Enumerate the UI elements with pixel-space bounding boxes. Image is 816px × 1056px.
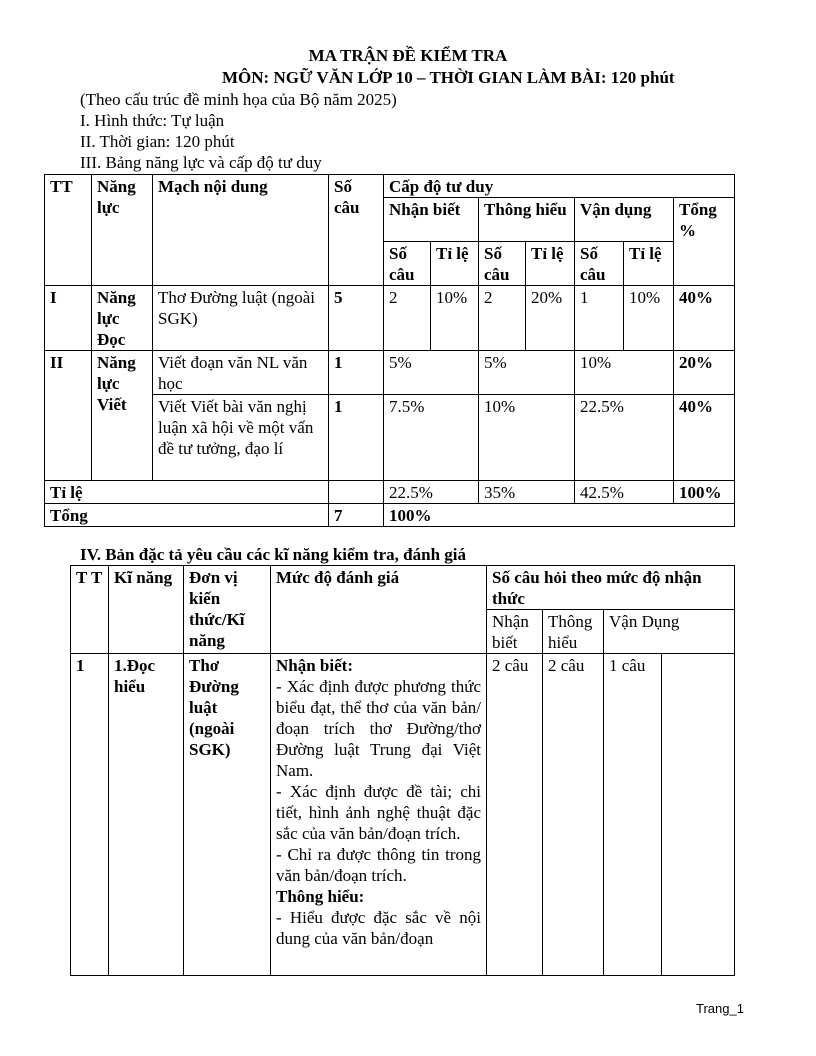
section-time: II. Thời gian: 120 phút [80,132,235,151]
doc-subtitle: MÔN: NGỮ VĂN LỚP 10 – THỜI GIAN LÀM BÀI: 120 phút [222,68,675,87]
header-ki-nang: Kĩ năng [109,566,184,654]
header-tong-percent: Tổng % [674,198,735,286]
section-4-heading: IV. Bản đặc tả yêu cầu các kĩ năng kiểm tra, đánh giá [80,545,467,564]
header-van-dung: Vận dụng [575,198,674,242]
nhan-biet-item: - Xác định được đề tài; chi tiết, hình ảnh nghệ thuật đặc sắc của văn bản/đoạn trích. [276,782,481,843]
doc-note: (Theo cấu trúc đề minh họa của Bộ năm 2025) [80,90,397,109]
table-row [71,654,735,976]
cell-vd: 22.5% [575,395,674,481]
header-so-cau-th: Số câu [479,242,526,286]
nhan-biet-item: - Chỉ ra được thông tin trong văn bản/đoạn trích. [276,845,481,885]
header-nhan-biet: Nhận biết [487,610,543,654]
thong-hieu-title: Thông hiểu: [276,887,365,906]
cell-ti-le-label: Tỉ lệ [45,481,329,504]
page-number: Trang_1 [696,1001,744,1016]
cell-nb-ti-le: 10% [431,286,479,351]
cell-nang-luc: Năng lực Đọc [92,286,153,351]
header-mach-noi-dung: Mạch nội dung [153,175,329,286]
cell-vd-ti-le: 10% [624,286,674,351]
cell-th-cau: 2 [479,286,526,351]
cell-nb-cau: 2 [384,286,431,351]
cell-tt: I [45,286,92,351]
cell-so-cau: 5 [329,286,384,351]
cell-tong: 20% [674,351,735,395]
cell-muc-do [271,654,487,976]
header-tt: TT [45,175,92,286]
doc-title: MA TRẬN ĐỀ KIỂM TRA [308,46,508,65]
cell-empty [329,481,384,504]
header-van-dung: Vận Dụng [604,610,735,654]
cell-mach: Thơ Đường luật (ngoài SGK) [153,286,329,351]
table-row-tong [45,504,735,527]
cell-tong-value: 100% [384,504,735,527]
cell-th: 35% [479,481,575,504]
header-so-cau: Số câu [329,175,384,286]
section-form: I. Hình thức: Tự luận [80,111,225,130]
cell-tt: 1 [71,654,109,976]
cell-tong-label: Tổng [45,504,329,527]
cell-tong: 40% [674,286,735,351]
cell-th-ti-le: 20% [526,286,575,351]
thong-hieu-item: - Hiểu được đặc sắc về nội dung của văn bản/đoạn [276,908,481,948]
cell-vd: 10% [575,351,674,395]
header-nhan-biet: Nhận biết [384,198,479,242]
cell-ki-nang: 1.Đọc hiểu [109,654,184,976]
table-row-ti-le [45,481,735,504]
cell-tt: II [45,351,92,481]
cell-so-cau: 1 [329,395,384,481]
header-don-vi: Đơn vị kiến thức/Kĩ năng [184,566,271,654]
header-thong-hieu: Thông hiểu [543,610,604,654]
cell-nb: 5% [384,351,479,395]
cell-nb: 7.5% [384,395,479,481]
cell-vd-cau: 1 [575,286,624,351]
cell-nb-count: 2 câu [487,654,543,976]
cell-vd-count: 1 câu [604,654,662,976]
header-tt: T T [71,566,109,654]
section-table-heading: III. Bảng năng lực và cấp độ tư duy [80,153,322,172]
cell-mach: Viết đoạn văn NL văn học [153,351,329,395]
cell-nang-luc: Năng lực Viết [92,351,153,481]
header-muc-do: Mức độ đánh giá [271,566,487,654]
header-nang-luc: Năng lực [92,175,153,286]
cell-th: 10% [479,395,575,481]
cell-mach: Viết Viết bài văn nghị luận xã hội về một vấn đề tư tưởng, đạo lí [153,395,329,481]
cell-tong: 40% [674,395,735,481]
cell-vd: 42.5% [575,481,674,504]
cell-th-count: 2 câu [543,654,604,976]
header-so-cau-nb: Số câu [384,242,431,286]
header-cap-do-tu-duy: Cấp độ tư duy [384,175,735,198]
ability-matrix-table [44,174,735,527]
table-row [45,286,735,351]
cell-th: 5% [479,351,575,395]
cell-nb: 22.5% [384,481,479,504]
header-ti-le-vd: Tỉ lệ [624,242,674,286]
specification-table [70,565,735,976]
header-ti-le-nb: Tỉ lệ [431,242,479,286]
nhan-biet-item: - Xác định được phương thức biểu đạt, thể thơ của văn bản/đoạn trích thơ Đường/thơ Đường luật Trung đại Việt Nam. [276,677,481,780]
header-so-cau-hoi: Số câu hỏi theo mức độ nhận thức [487,566,735,610]
cell-tong: 100% [674,481,735,504]
header-ti-le-th: Tỉ lệ [526,242,575,286]
cell-empty [662,654,735,976]
cell-so-cau: 7 [329,504,384,527]
nhan-biet-title: Nhận biết: [276,656,353,675]
cell-so-cau: 1 [329,351,384,395]
table-row [45,351,735,395]
header-thong-hieu: Thông hiểu [479,198,575,242]
header-so-cau-vd: Số câu [575,242,624,286]
cell-don-vi: Thơ Đường luật (ngoài SGK) [184,654,271,976]
